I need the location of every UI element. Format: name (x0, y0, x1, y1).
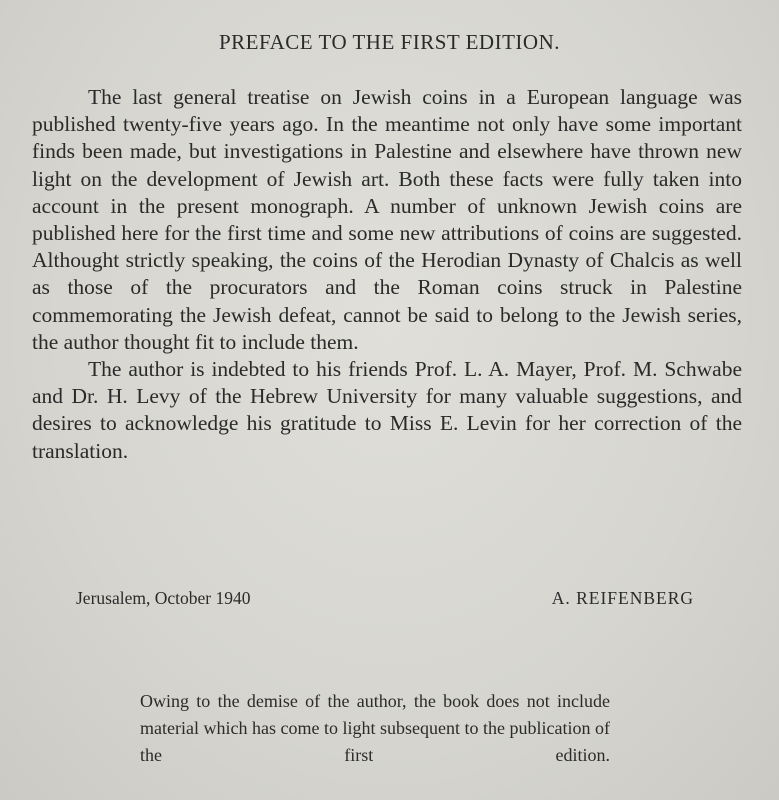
editor-note (140, 688, 610, 769)
place-date: Jerusalem, October 1940 (76, 588, 251, 608)
paragraph-2: The author is indebted to his friends Prof. L. A. Mayer, Prof. M. Schwabe and Dr. H. Levy of the Hebrew University for many valuable suggestions, and desires to acknowledge his gratitude to Miss E. Levin for her correction of the translation. (32, 357, 742, 463)
editor-note-text: Owing to the demise of the author, the book does not include material which has come to light subsequent to the publication of the first edition. (140, 691, 610, 765)
preface-body (32, 84, 742, 465)
paragraph-1: The last general treatise on Jewish coins in a European language was published twenty-five years ago. In the meantime not only have some important finds been made, but investigations in Palestine and elsewhere have thrown new light on the development of Jewish art. Both these facts were fully taken into account in the present monograph. A number of unknown Jewish coins are published here for the first time and some new attributions of coins are suggested. Althought strictly speaking, the coins of the Herodian Dynasty of Chalcis as well as those of the procurators and the Roman coins struck in Palestine commemorating the Jewish defeat, cannot be said to belong to the Jewish series, the author thought fit to include them. (32, 85, 742, 354)
author-name: A. REIFENBERG (551, 588, 694, 608)
signature-row (76, 588, 694, 609)
page-title: PREFACE TO THE FIRST EDITION. (218, 30, 560, 54)
